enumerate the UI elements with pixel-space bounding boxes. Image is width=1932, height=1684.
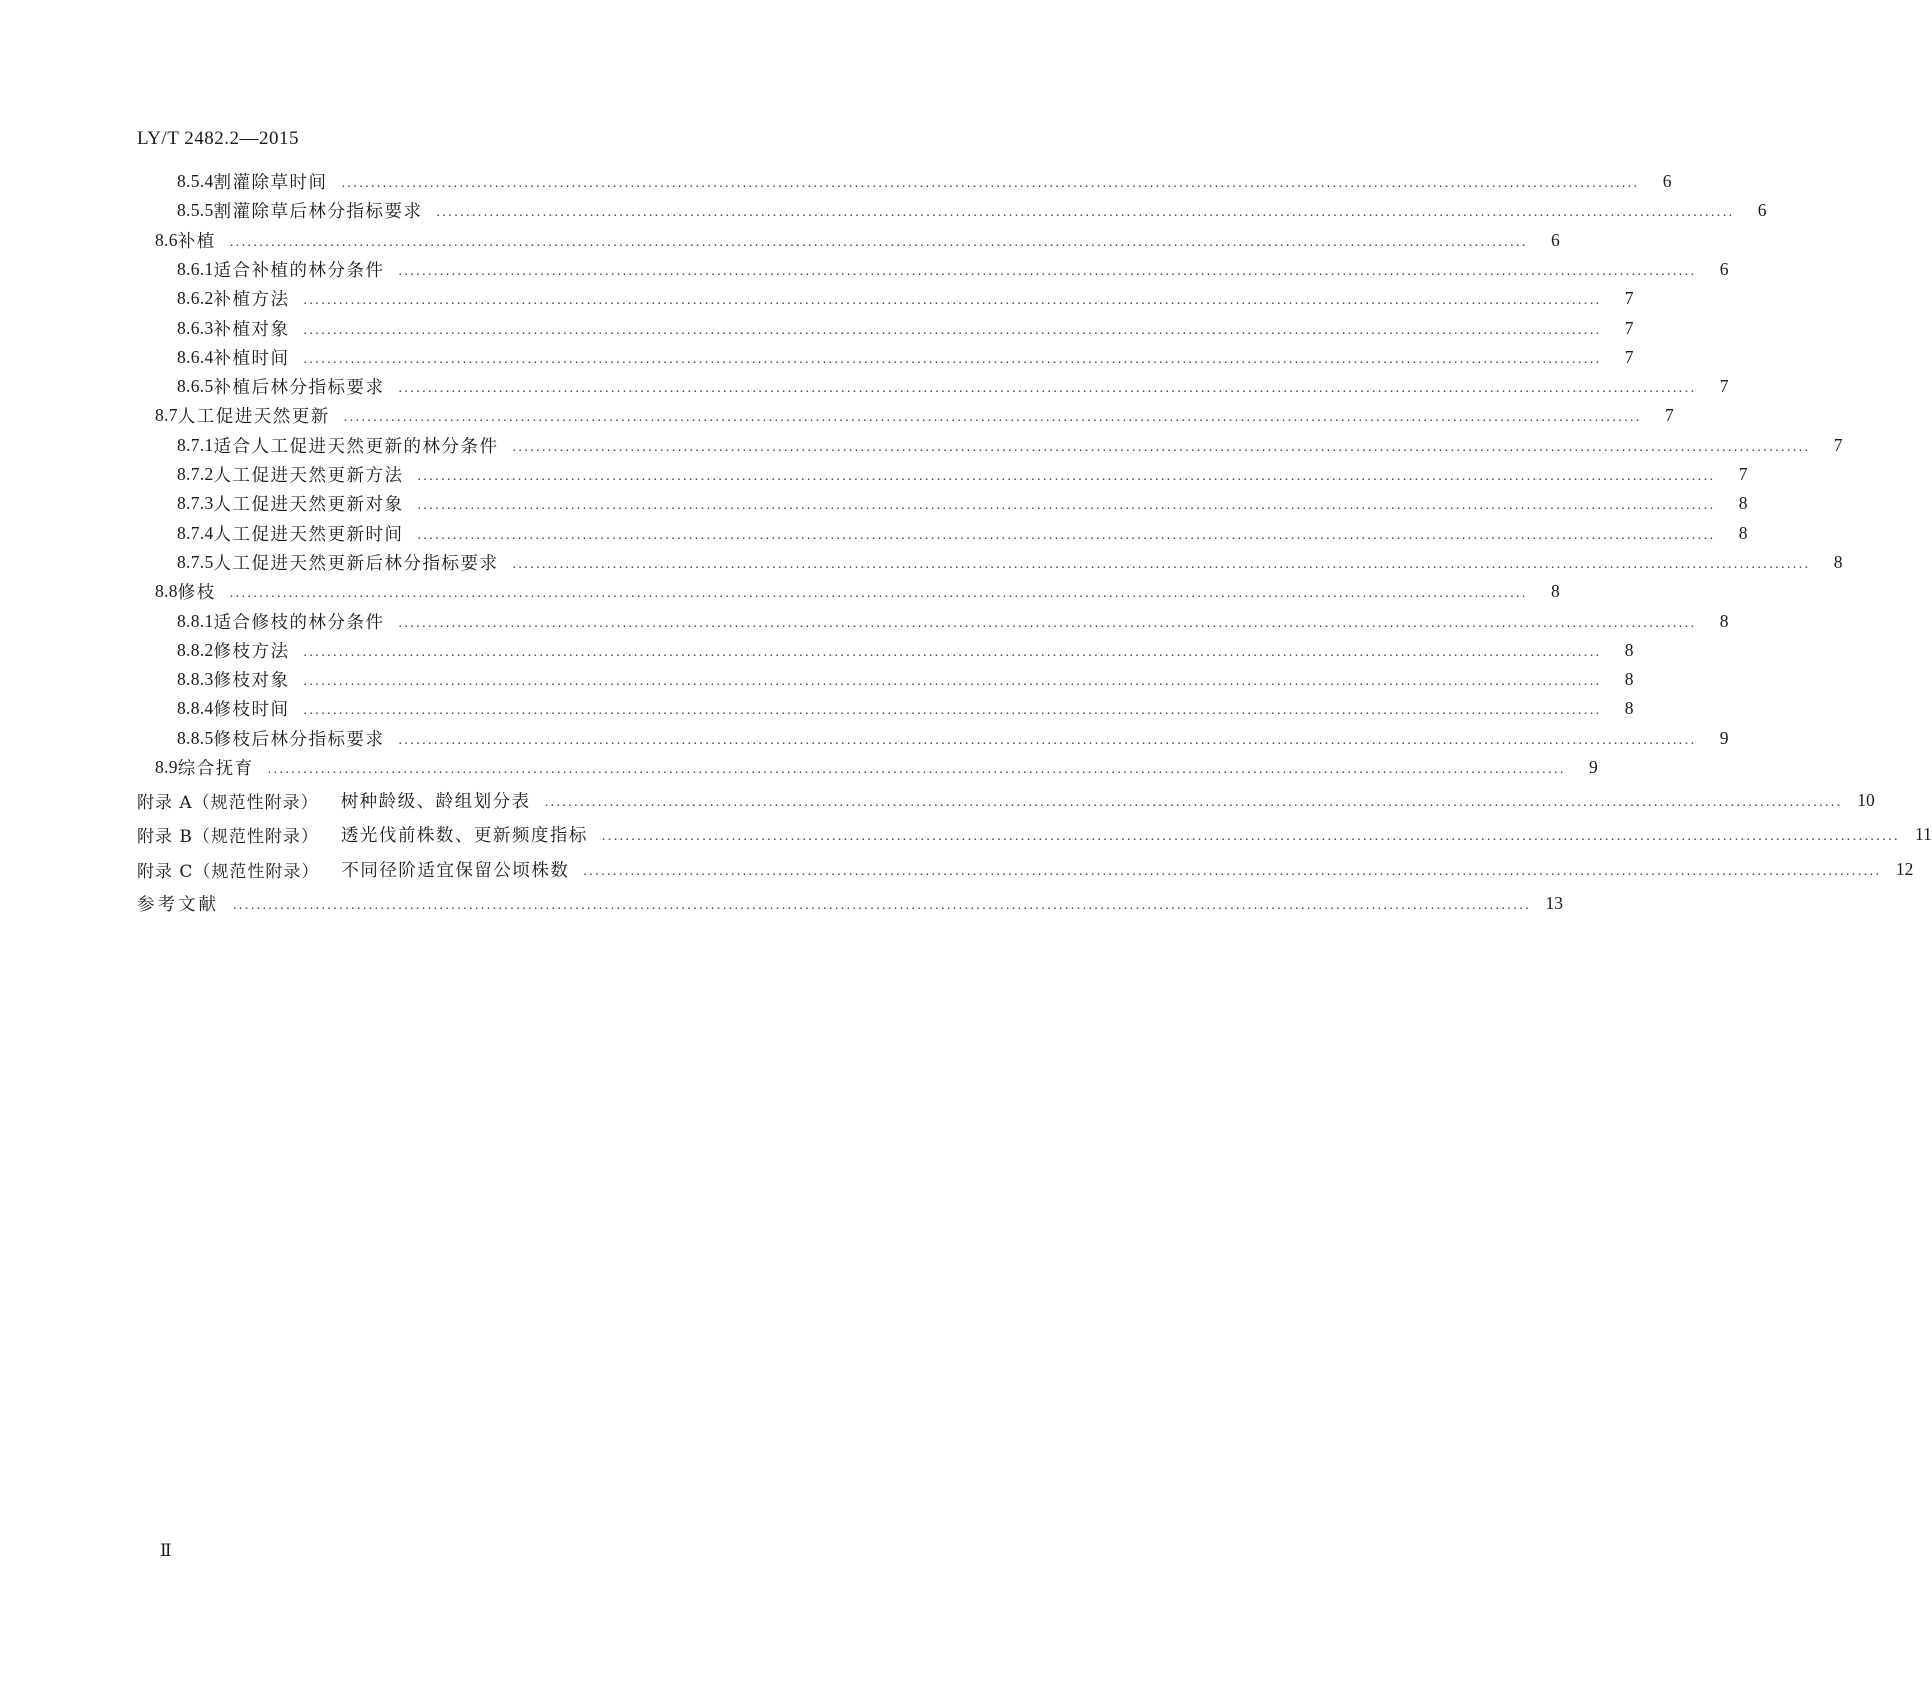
toc-entry-title: 参考文献 <box>137 894 219 915</box>
toc-dot-leader: ............................................................................................................................................................................................................................ <box>583 864 1882 879</box>
toc-entry-number: 8.6 <box>155 229 178 250</box>
toc-entry-page: 7 <box>1833 434 1843 455</box>
toc-entry-title: 修枝方法 <box>213 641 290 662</box>
toc-entry-title: 综合抚育 <box>177 758 254 779</box>
toc-entry-title: 补植 <box>177 231 216 252</box>
toc-entry-title: 透光伐前株数、更新频度指标 <box>340 825 588 846</box>
toc-entry[interactable] <box>177 343 1634 371</box>
toc-entry[interactable] <box>177 694 1634 722</box>
toc-entry-page: 8 <box>1833 551 1843 572</box>
toc-dot-leader: ............................................................................................................................................................................................................................ <box>341 176 1640 191</box>
toc-entry-page: 9 <box>1589 756 1598 777</box>
toc-entry-page: 8 <box>1624 639 1634 660</box>
toc-entry-page: 6 <box>1662 170 1672 191</box>
toc-dot-leader: ............................................................................................................................................................................................................................ <box>417 528 1716 543</box>
toc-entry[interactable] <box>177 607 1729 635</box>
toc-entry-number: 8.9 <box>155 756 178 777</box>
toc-entry-title: 不同径阶适宜保留公顷株数 <box>341 860 570 881</box>
toc-dot-leader: ............................................................................................................................................................................................................................ <box>398 264 1697 279</box>
toc-entry-page: 8 <box>1719 610 1729 631</box>
toc-dot-leader: ............................................................................................................................................................................................................................ <box>229 235 1528 250</box>
toc-entry[interactable] <box>177 519 1748 547</box>
toc-entry[interactable] <box>177 314 1634 342</box>
toc-dot-leader: ............................................................................................................................................................................................................................ <box>436 205 1735 220</box>
toc-entry-number: 附录 A（规范性附录） <box>137 792 319 813</box>
toc-entry-title: 适合补植的林分条件 <box>213 260 385 281</box>
toc-entry-title: 适合修枝的林分条件 <box>213 612 385 633</box>
toc-entry-page: 11 <box>1915 823 1932 844</box>
toc-dot-leader: ............................................................................................................................................................................................................................ <box>512 557 1811 572</box>
toc-dot-leader: ............................................................................................................................................................................................................................ <box>417 469 1716 484</box>
toc-entry[interactable] <box>177 431 1843 459</box>
toc-entry-page: 7 <box>1719 375 1729 396</box>
toc-entry-page: 6 <box>1719 258 1729 279</box>
toc-entry[interactable] <box>137 855 1914 883</box>
toc-dot-leader: ............................................................................................................................................................................................................................ <box>417 498 1716 513</box>
toc-dot-leader: ............................................................................................................................................................................................................................ <box>343 410 1642 425</box>
toc-entry[interactable] <box>155 577 1560 605</box>
toc-entry-title: 补植方法 <box>213 289 290 310</box>
toc-entry-number: 8.6.5 <box>177 375 214 396</box>
toc-dot-leader: ............................................................................................................................................................................................................................ <box>267 762 1566 777</box>
toc-entry-page: 12 <box>1895 858 1914 879</box>
toc-entry[interactable] <box>177 167 1672 195</box>
toc-entry-page: 7 <box>1738 463 1748 484</box>
toc-entry-number: 8.8.3 <box>177 668 214 689</box>
toc-entry-page: 9 <box>1719 727 1729 748</box>
toc-entry-page: 13 <box>1545 892 1563 913</box>
toc-entry[interactable] <box>177 372 1729 400</box>
toc-entry-title: 割灌除草后林分指标要求 <box>213 201 423 222</box>
toc-entry-page: 8 <box>1624 668 1634 689</box>
document-standard-number: LY/T 2482.2—2015 <box>137 128 299 149</box>
toc-entry-number: 8.5.4 <box>177 170 214 191</box>
toc-entry-number: 8.8 <box>155 580 178 601</box>
toc-entry-number: 8.5.5 <box>177 199 214 220</box>
toc-dot-leader: ............................................................................................................................................................................................................................ <box>233 898 1531 913</box>
toc-entry-title: 修枝时间 <box>213 699 290 720</box>
toc-entry-page: 7 <box>1624 287 1634 308</box>
toc-entry-page: 10 <box>1857 789 1875 810</box>
toc-dot-leader: ............................................................................................................................................................................................................................ <box>303 323 1602 338</box>
toc-entry-number: 8.7.5 <box>177 551 214 572</box>
toc-entry-number: 8.8.5 <box>177 727 214 748</box>
toc-dot-leader: ............................................................................................................................................................................................................................ <box>398 381 1697 396</box>
toc-dot-leader: ............................................................................................................................................................................................................................ <box>601 829 1900 844</box>
toc-entry-number: 8.8.4 <box>177 697 214 718</box>
toc-entry-number: 8.7.4 <box>177 522 214 543</box>
toc-entry[interactable] <box>177 665 1634 693</box>
toc-dot-leader: ............................................................................................................................................................................................................................ <box>303 645 1602 660</box>
toc-entry-title: 树种龄级、龄组划分表 <box>340 791 531 812</box>
toc-entry-title: 割灌除草时间 <box>213 172 328 193</box>
toc-entry-page: 8 <box>1738 492 1748 513</box>
toc-entry-page: 8 <box>1551 580 1560 601</box>
toc-entry-number: 8.6.3 <box>177 317 214 338</box>
toc-entry-number: 8.7.1 <box>177 434 214 455</box>
toc-entry[interactable] <box>177 724 1729 752</box>
toc-entry-number: 附录 B（规范性附录） <box>137 826 319 847</box>
toc-entry-number: 8.6.1 <box>177 258 214 279</box>
toc-dot-leader: ............................................................................................................................................................................................................................ <box>303 352 1602 367</box>
toc-entry-number: 8.7.3 <box>177 492 214 513</box>
toc-entry-number: 8.7 <box>155 404 178 425</box>
toc-entry-page: 6 <box>1551 229 1560 250</box>
toc-entry-title: 人工促进天然更新时间 <box>213 524 404 545</box>
toc-entry-number: 8.7.2 <box>177 463 214 484</box>
toc-entry-number: 8.6.4 <box>177 346 214 367</box>
toc-entry-title: 修枝对象 <box>213 670 290 691</box>
toc-entry-page: 7 <box>1624 317 1634 338</box>
toc-dot-leader: ............................................................................................................................................................................................................................ <box>229 586 1528 601</box>
toc-dot-leader: ............................................................................................................................................................................................................................ <box>398 733 1697 748</box>
toc-entry[interactable] <box>137 786 1875 814</box>
toc-dot-leader: ............................................................................................................................................................................................................................ <box>398 616 1697 631</box>
toc-entry[interactable] <box>177 636 1634 664</box>
toc-entry-title: 修枝后林分指标要求 <box>213 729 385 750</box>
toc-dot-leader: ............................................................................................................................................................................................................................ <box>303 674 1602 689</box>
toc-dot-leader: ............................................................................................................................................................................................................................ <box>303 293 1602 308</box>
toc-entry-title: 人工促进天然更新对象 <box>213 494 404 515</box>
toc-entry[interactable] <box>177 489 1748 517</box>
toc-entry-title: 补植时间 <box>213 348 290 369</box>
page-number: Ⅱ <box>160 1541 172 1560</box>
toc-entry-title: 补植后林分指标要求 <box>213 377 385 398</box>
toc-dot-leader: ............................................................................................................................................................................................................................ <box>544 795 1843 810</box>
toc-entry-page: 6 <box>1757 199 1767 220</box>
toc-entry-title: 补植对象 <box>213 319 290 340</box>
toc-entry-number: 8.8.1 <box>177 610 214 631</box>
toc-entry-title: 人工促进天然更新 <box>177 406 330 427</box>
toc-entry[interactable] <box>177 548 1843 576</box>
toc-entry-page: 7 <box>1665 404 1674 425</box>
toc-entry-page: 7 <box>1624 346 1634 367</box>
toc-entry-page: 8 <box>1738 522 1748 543</box>
toc-entry[interactable] <box>155 753 1598 781</box>
toc-entry-number: 附录 C（规范性附录） <box>137 861 320 882</box>
toc-entry-number: 8.8.2 <box>177 639 214 660</box>
toc-entry[interactable] <box>177 255 1729 283</box>
toc-entry[interactable] <box>177 196 1767 224</box>
toc-entry-title: 修枝 <box>177 582 216 603</box>
toc-entry[interactable] <box>155 401 1674 429</box>
toc-entry[interactable] <box>155 226 1560 254</box>
toc-entry-number: 8.6.2 <box>177 287 214 308</box>
toc-entry[interactable] <box>177 460 1748 488</box>
toc-entry-title: 人工促进天然更新后林分指标要求 <box>213 553 499 574</box>
toc-entry-title: 适合人工促进天然更新的林分条件 <box>213 436 499 457</box>
toc-entry-title: 人工促进天然更新方法 <box>213 465 404 486</box>
toc-dot-leader: ............................................................................................................................................................................................................................ <box>303 703 1602 718</box>
toc-dot-leader: ............................................................................................................................................................................................................................ <box>512 440 1811 455</box>
toc-entry[interactable] <box>137 889 1563 917</box>
toc-entry-page: 8 <box>1624 697 1634 718</box>
toc-entry[interactable] <box>137 820 1932 848</box>
toc-entry[interactable] <box>177 284 1634 312</box>
